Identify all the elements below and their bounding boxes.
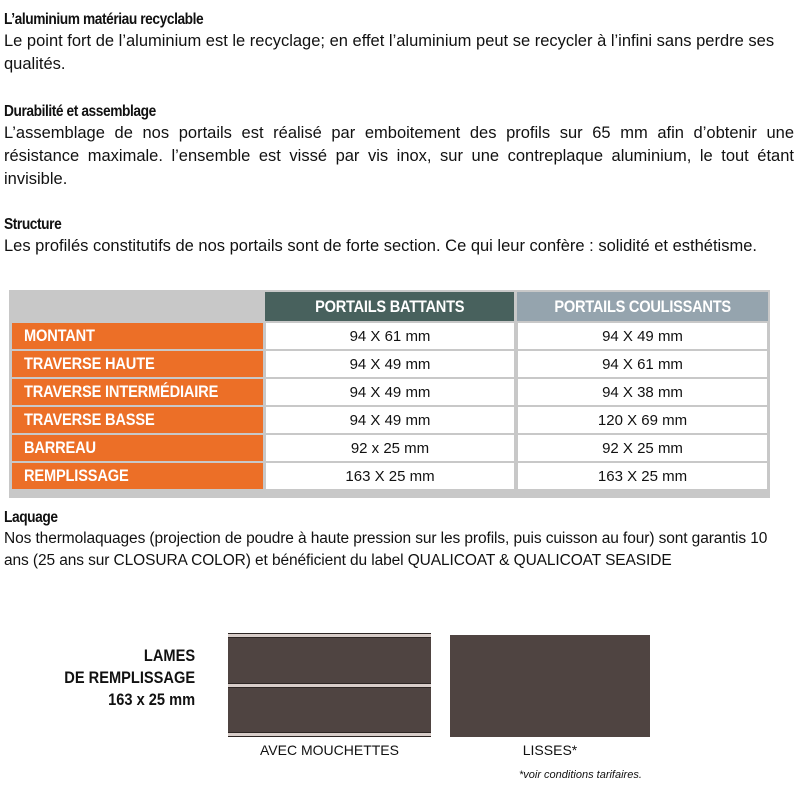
row-label: REMPLISSAGE [12,463,263,489]
section-structure [4,215,794,258]
table-row [12,435,767,461]
section-text: L’assemblage de nos portails est réalisé par emboitement des profils sur 65 mm afin d’obtenir une résistance maximale. l’ensemble est vissé par vis inox, sur une contreplaque aluminium, le tout étant invisible. [4,124,794,188]
groove-line [228,732,431,737]
section-title: Laquage [4,509,58,526]
row-label: TRAVERSE INTERMÉDIAIRE [12,379,263,405]
profile-dimensions-table [9,290,770,498]
section-title: L’aluminium matériau recyclable [4,11,204,28]
cell-coulissants: 94 X 49 mm [518,323,767,349]
table-row [12,351,767,377]
panel-avec-mouchettes-image [228,633,431,737]
row-label: TRAVERSE HAUTE [12,351,263,377]
lames-title [43,645,195,711]
lames-title-line: 163 x 25 mm [108,690,195,709]
row-label: BARREAU [12,435,263,461]
row-label: MONTANT [12,323,263,349]
cell-battants: 94 X 61 mm [266,323,514,349]
panel-label-mouchettes: AVEC MOUCHETTES [260,742,399,758]
panel-label-lisses: LISSES* [522,742,578,758]
section-text: Nos thermolaquages (projection de poudre à haute pression sur les profils, puis cuisson au four) sont garantis 10 ans (25 ans sur CLOSURA COLOR) et bénéficient du label QUALICOAT & QUALICOAT SEASIDE [4,530,768,569]
header-portails-coulissants: PORTAILS COULISSANTS [517,292,768,321]
section-title: Structure [4,216,62,233]
row-label: TRAVERSE BASSE [12,407,263,433]
section-text: Le point fort de l’aluminium est le recyclage; en effet l’aluminium peut se recycler à l’infini sans perdre ses qualités. [4,32,775,73]
footnote: *voir conditions tarifaires. [519,769,642,781]
cell-coulissants: 163 X 25 mm [518,463,767,489]
table-row [12,323,767,349]
lames-title-line: LAMES [143,646,195,665]
cell-battants: 92 x 25 mm [266,435,514,461]
header-portails-battants: PORTAILS BATTANTS [265,292,514,321]
groove-line [228,683,431,688]
section-laquage [4,508,794,572]
groove-line [228,633,431,638]
lames-title-line: DE REMPLISSAGE [64,668,195,687]
section-recyclage [4,10,794,76]
section-title: Durabilité et assemblage [4,103,156,120]
section-durabilite [4,102,794,191]
cell-battants: 94 X 49 mm [266,379,514,405]
cell-coulissants: 94 X 61 mm [518,351,767,377]
cell-battants: 94 X 49 mm [266,407,514,433]
table-row [12,407,767,433]
table-row [12,463,767,489]
cell-coulissants: 92 X 25 mm [518,435,767,461]
cell-coulissants: 120 X 69 mm [518,407,767,433]
panel-lisses-image [450,635,650,737]
cell-battants: 163 X 25 mm [266,463,514,489]
table-row [12,379,767,405]
section-text: Les profilés constitutifs de nos portails sont de forte section. Ce qui leur confère : solidité et esthétisme. [4,237,757,255]
cell-coulissants: 94 X 38 mm [518,379,767,405]
cell-battants: 94 X 49 mm [266,351,514,377]
